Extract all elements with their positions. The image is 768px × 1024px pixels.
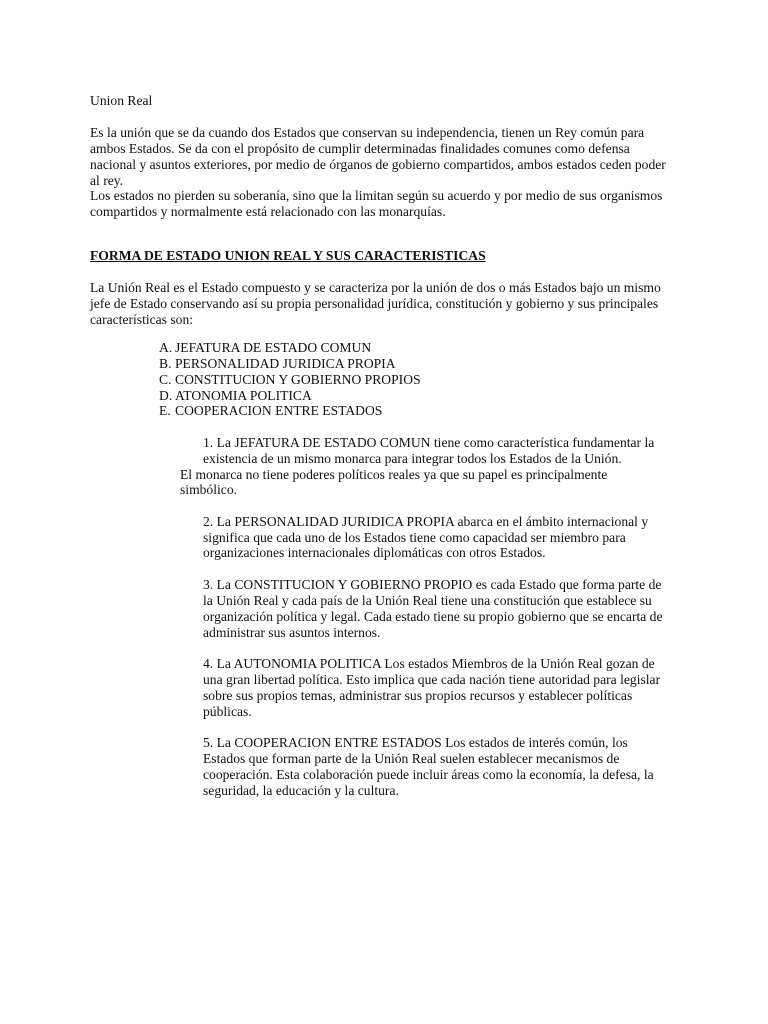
numbered-paragraph-line: 2. La PERSONALIDAD JURIDICA PROPIA abarca en el ámbito internacional y — [203, 514, 649, 529]
list-item — [159, 372, 421, 388]
numbered-paragraph-line: 5. La COOPERACION ENTRE ESTADOS Los estados de interés común, los — [203, 735, 628, 750]
section-intro-line: características son: — [90, 312, 194, 327]
numbered-paragraph-line: 4. La AUTONOMIA POLITICA Los estados Miembros de la Unión Real gozan de — [203, 656, 655, 671]
list-item-text: CONSTITUCION Y GOBIERNO PROPIOS — [175, 372, 421, 387]
section-intro-line: La Unión Real es el Estado compuesto y se caracteriza por la unión de dos o más Estados bajo un mismo — [90, 280, 661, 295]
numbered-paragraph-line: 1. La JEFATURA DE ESTADO COMUN tiene como característica fundamentar la — [203, 435, 655, 450]
intro-line: Los estados no pierden su soberanía, sino que la limitan según su acuerdo y por medio de sus organismos — [90, 188, 663, 203]
intro-line: ambos Estados. Se da con el propósito de cumplir determinadas finalidades comunes como defensa — [90, 141, 630, 156]
list-marker: E. — [159, 403, 171, 418]
document-title: Union Real — [90, 93, 153, 108]
list-item-text: COOPERACION ENTRE ESTADOS — [175, 403, 383, 418]
section-intro-line: jefe de Estado conservando así su propia personalidad jurídica, constitución y gobierno y sus principales — [90, 296, 659, 311]
numbered-paragraph-line: seguridad, la educación y la cultura. — [203, 783, 399, 798]
intro-line: al rey. — [90, 173, 124, 188]
list-marker: D. — [159, 388, 173, 403]
intro-line: Es la unión que se da cuando dos Estados que conservan su independencia, tienen un Rey común para — [90, 125, 645, 140]
numbered-paragraph-line: la Unión Real y cada país de la Unión Real tiene una constitución que establece su — [203, 593, 652, 608]
numbered-paragraph-line: 3. La CONSTITUCION Y GOBIERNO PROPIO es cada Estado que forma parte de — [203, 577, 662, 592]
numbered-paragraph-line: una gran libertad política. Esto implica que cada nación tiene autoridad para legislar — [203, 672, 661, 687]
numbered-paragraph-line: organización política y legal. Cada estado tiene su propio gobierno que se encarta de — [203, 609, 663, 624]
numbered-paragraph-line: sobre sus propios temas, administrar sus propios recursos y establecer políticas — [203, 688, 633, 703]
list-marker: A. — [159, 340, 173, 355]
list-item-text: PERSONALIDAD JURIDICA PROPIA — [175, 356, 396, 371]
numbered-paragraph-line: significa que cada uno de los Estados tiene como capacidad ser miembro para — [203, 530, 626, 545]
numbered-paragraph-line: públicas. — [203, 704, 252, 719]
numbered-paragraph-line: cooperación. Esta colaboración puede incluir áreas como la economía, la defesa, la — [203, 767, 654, 782]
list-item-text: JEFATURA DE ESTADO COMUN — [175, 340, 372, 355]
list-item — [159, 340, 371, 356]
numbered-paragraph-line: organizaciones internacionales diplomáticas con otros Estados. — [203, 545, 546, 560]
list-item — [159, 403, 382, 419]
list-item — [159, 356, 396, 372]
numbered-paragraph-line: Estados que forman parte de la Unión Real suelen establecer mecanismos de — [203, 751, 620, 766]
section-heading: FORMA DE ESTADO UNION REAL Y SUS CARACTERISTICAS — [90, 248, 486, 263]
intro-line: compartidos y normalmente está relacionado con las monarquías. — [90, 204, 446, 219]
list-item — [159, 388, 312, 404]
intro-line: nacional y asuntos exteriores, por medio de órganos de gobierno compartidos, ambos estados ceden poder — [90, 157, 666, 172]
numbered-paragraph-line: El monarca no tiene poderes políticos reales ya que su papel es principalmente — [180, 467, 608, 482]
list-marker: B. — [159, 356, 172, 371]
numbered-paragraph-line: simbólico. — [180, 482, 238, 497]
numbered-paragraph-line: existencia de un mismo monarca para integrar todos los Estados de la Unión. — [203, 451, 622, 466]
list-item-text: ATONOMIA POLITICA — [175, 388, 312, 403]
list-marker: C. — [159, 372, 172, 387]
numbered-paragraph-line: administrar sus asuntos internos. — [203, 625, 381, 640]
